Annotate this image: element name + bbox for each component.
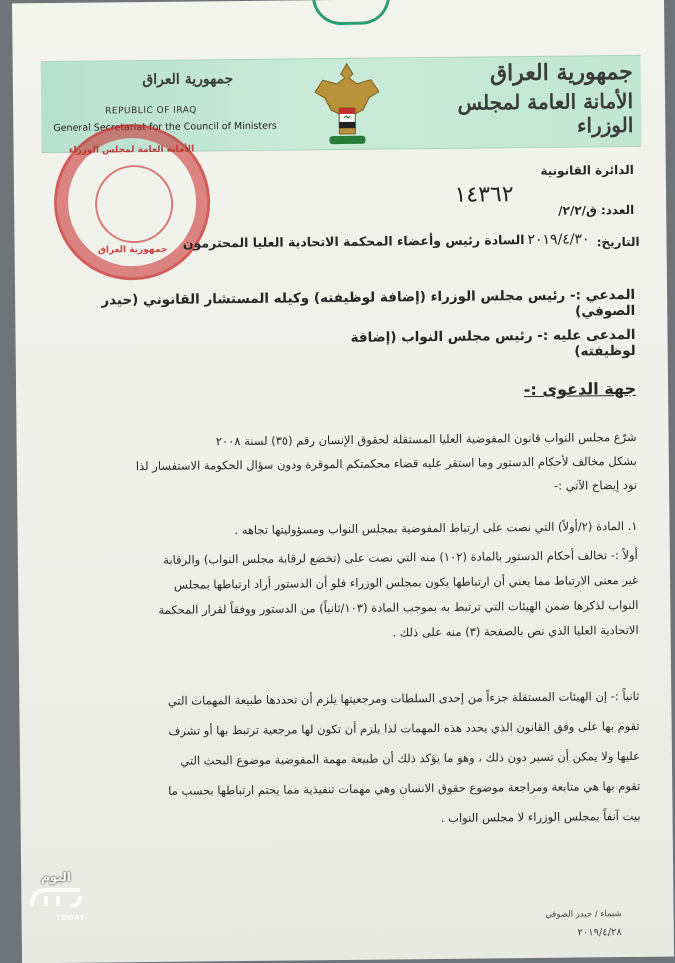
secretariat-title-en: General Secretariat for the Council of Ministers bbox=[53, 120, 277, 134]
watermark-logo bbox=[16, 870, 96, 930]
department-label: الدائرة القانونية bbox=[540, 162, 634, 178]
first-line: الاتحادية العليا الذي نص بالصفحة (٣) منه على ذلك . bbox=[392, 622, 639, 640]
plaintiff-line: المدعي :- رئيس مجلس الوزراء (إضافة لوظيفته) وكيله المستشار القانوني (حيدر الصوفي) bbox=[101, 286, 636, 320]
item-one: ١. المادة (٢/أولاً) التي نصت على ارتباط المفوضية بمجلس النواب ومسؤوليتها تجاهه . bbox=[234, 518, 638, 538]
intro-line: نود إيضاح الآتي :- bbox=[553, 477, 638, 493]
second-paragraph bbox=[49, 681, 641, 837]
addressee: السادة رئيس وأعضاء المحكمة الاتحادية العليا المحترمون bbox=[182, 232, 525, 251]
document-number: ١٤٣٦٢ bbox=[454, 182, 514, 208]
stamp-inner-ring bbox=[95, 165, 174, 244]
footer-date: ٢٠١٩/٤/٢٨ bbox=[577, 927, 622, 939]
section-heading: جهة الدعوى :- bbox=[523, 378, 637, 400]
first-line: غير معنى الارتباط مما يعني أن ارتباطها يكون بمجلس الوزراء فلو أن الدستور أراد ارتباطها بمجلس bbox=[173, 572, 639, 592]
date-value: ٢٠١٩/٤/٣٠ bbox=[527, 231, 590, 249]
stamp-ring-text: الأمانة العامة لمجلس الوزراء bbox=[68, 144, 195, 156]
watermark-text-en: TODAY bbox=[56, 914, 85, 922]
republic-title-left: جمهورية العراق bbox=[142, 71, 234, 89]
second-line: عليها ولا يمكن أن تسير دون ذلك ، وهو ما يؤكد ذلك أن طبيعة مهمة المفوضية موضوع البحث التي bbox=[180, 748, 641, 768]
defendant-line: المدعى عليه :- رئيس مجلس النواب (إضافة لوظيفته) bbox=[350, 326, 636, 360]
first-paragraph bbox=[48, 543, 639, 649]
watermark-glyph-icon bbox=[28, 886, 84, 912]
second-line: ثانياً :- إن الهيئات المستقلة جزءاً من إحدى السلطات ومرجعيتها يلزم أن تحددها طبيعة المهمات التي bbox=[167, 688, 640, 708]
official-stamp bbox=[53, 123, 211, 281]
intro-line: بشكل مخالف لأحكام الدستور وما استقر عليه قضاء محكمتكم الموقرة ودون سؤال الحكومة الاستفسار لذا bbox=[135, 453, 637, 474]
typist-initials: شيماء / حيدر الصوفي bbox=[545, 909, 622, 920]
intro-line: شرّع مجلس النواب قانون المفوضية العليا المستقلة لحقوق الإنسان رقم (٣٥) لسنة ٢٠٠٨ bbox=[215, 429, 637, 449]
paper-clip bbox=[312, 0, 390, 25]
intro-paragraph bbox=[46, 425, 637, 503]
number-label: العدد: ق/٢/٢/ bbox=[558, 202, 635, 218]
secretariat-title: الأمانة العامة لمجلس الوزراء bbox=[457, 88, 634, 138]
watermark-text: اليوم bbox=[41, 870, 71, 884]
second-line: تقوم بها هي متابعة ومراجعة موضوع حقوق الانسان وهي مهمات تنفيذية مما يحتم ارتباطها بحسب ما bbox=[168, 778, 641, 798]
republic-title: جمهورية العراق bbox=[489, 58, 633, 87]
second-line: تقوم بها على وفق القانون الذي يحدد هذه المهمات لذا يلزم أن تكون لها مرجعية ترتبط بها أو تشرف bbox=[168, 718, 640, 738]
republic-title-en: REPUBLIC OF IRAQ bbox=[105, 105, 197, 117]
document-sheet bbox=[12, 0, 674, 963]
first-line: النواب لذكرها ضمن الهيئات التي ترتبط به بموجب المادة (١٠٣/ثانياً) من الدستور ووفقاً لقرار المحكمة bbox=[158, 597, 639, 617]
stamp-ring-text-bottom: جمهورية العراق bbox=[97, 244, 168, 256]
eagle-emblem-icon bbox=[309, 58, 386, 157]
first-line: أولاً :- تخالف أحكام الدستور بالمادة (١٠٢) منه التي نصت على (تخضع لرقابة مجلس النواب) والرقابة bbox=[163, 547, 638, 567]
second-line: بيت آنفاً بمجلس الوزراء لا مجلس النواب . bbox=[440, 808, 641, 825]
date-label: التاريخ: bbox=[596, 234, 640, 250]
